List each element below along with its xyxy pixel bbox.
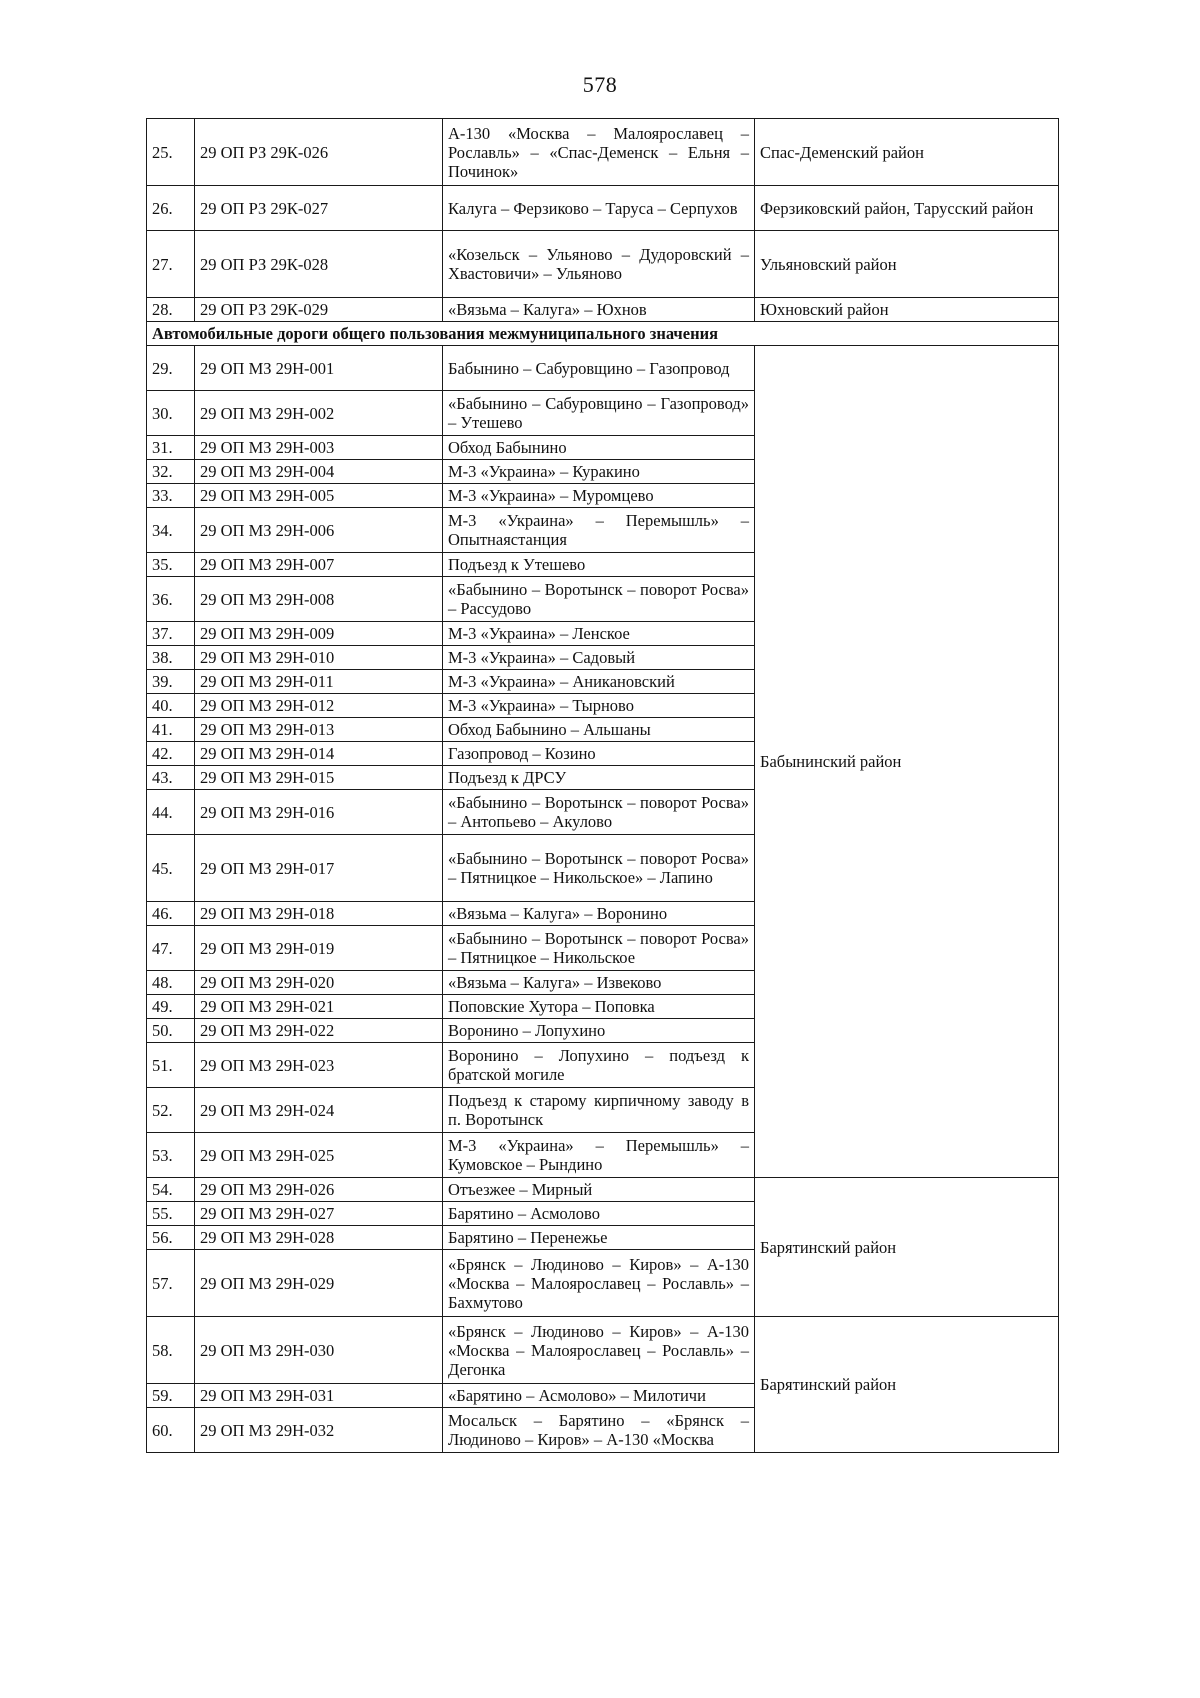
road-code: 29 ОП МЗ 29Н-012 (195, 694, 443, 718)
road-name: «Вязьма – Калуга» – Извеково (443, 971, 755, 995)
row-number: 37. (147, 622, 195, 646)
row-number: 47. (147, 926, 195, 971)
row-number: 43. (147, 766, 195, 790)
road-code: 29 ОП МЗ 29Н-028 (195, 1226, 443, 1250)
road-code: 29 ОП МЗ 29Н-001 (195, 346, 443, 391)
road-name: «Вязьма – Калуга» – Воронино (443, 902, 755, 926)
table-row (147, 231, 1059, 298)
road-code: 29 ОП МЗ 29Н-016 (195, 790, 443, 835)
road-name: Барятино – Перенежье (443, 1226, 755, 1250)
road-name: М-3 «Украина» – Аникановский (443, 670, 755, 694)
district-name: Юхновский район (755, 298, 1059, 322)
row-number: 35. (147, 553, 195, 577)
road-code: 29 ОП МЗ 29Н-005 (195, 484, 443, 508)
district-name: Ферзиковский район, Тарусский район (755, 186, 1059, 231)
row-number: 54. (147, 1178, 195, 1202)
road-code: 29 ОП МЗ 29Н-029 (195, 1250, 443, 1317)
road-code: 29 ОП МЗ 29Н-031 (195, 1384, 443, 1408)
road-code: 29 ОП МЗ 29Н-007 (195, 553, 443, 577)
road-name: «Козельск – Ульяново – Дудоровский – Хвастовичи» – Ульяново (443, 231, 755, 298)
row-number: 38. (147, 646, 195, 670)
row-number: 48. (147, 971, 195, 995)
road-code: 29 ОП МЗ 29Н-024 (195, 1088, 443, 1133)
row-number: 42. (147, 742, 195, 766)
road-code: 29 ОП МЗ 29Н-032 (195, 1408, 443, 1453)
row-number: 52. (147, 1088, 195, 1133)
road-name: А-130 «Москва – Малоярославец – Рославль» – «Спас-Деменск – Ельня – Починок» (443, 119, 755, 186)
road-code: 29 ОП МЗ 29Н-017 (195, 835, 443, 902)
road-code: 29 ОП МЗ 29Н-020 (195, 971, 443, 995)
road-code: 29 ОП МЗ 29Н-027 (195, 1202, 443, 1226)
row-number: 36. (147, 577, 195, 622)
road-name: Бабынино – Сабуровщино – Газопровод (443, 346, 755, 391)
row-number: 26. (147, 186, 195, 231)
road-code: 29 ОП МЗ 29Н-015 (195, 766, 443, 790)
road-name: Подъезд к Утешево (443, 553, 755, 577)
row-number: 55. (147, 1202, 195, 1226)
road-name: М-3 «Украина» – Тырново (443, 694, 755, 718)
section-row (147, 322, 1059, 346)
road-name: М-3 «Украина» – Садовый (443, 646, 755, 670)
roads-table (146, 118, 1059, 1453)
road-code: 29 ОП МЗ 29Н-030 (195, 1317, 443, 1384)
district-name: Барятинский район (755, 1317, 1059, 1453)
road-code: 29 ОП МЗ 29Н-023 (195, 1043, 443, 1088)
road-name: «Брянск – Людиново – Киров» – А-130 «Москва – Малоярославец – Рославль» – Бахмутово (443, 1250, 755, 1317)
road-name: М-3 «Украина» – Перемышль» – Кумовское – Рындино (443, 1133, 755, 1178)
row-number: 27. (147, 231, 195, 298)
road-name: Калуга – Ферзиково – Таруса – Серпухов (443, 186, 755, 231)
road-code: 29 ОП МЗ 29Н-011 (195, 670, 443, 694)
road-code: 29 ОП РЗ 29К-029 (195, 298, 443, 322)
road-code: 29 ОП МЗ 29Н-019 (195, 926, 443, 971)
road-name: «Бабынино – Воротынск – поворот Росва» – Антопьево – Акулово (443, 790, 755, 835)
road-name: Обход Бабынино – Альшаны (443, 718, 755, 742)
row-number: 30. (147, 391, 195, 436)
road-code: 29 ОП МЗ 29Н-014 (195, 742, 443, 766)
row-number: 59. (147, 1384, 195, 1408)
road-code: 29 ОП МЗ 29Н-003 (195, 436, 443, 460)
row-number: 31. (147, 436, 195, 460)
road-name: Обход Бабынино (443, 436, 755, 460)
road-code: 29 ОП МЗ 29Н-002 (195, 391, 443, 436)
road-name: «Вязьма – Калуга» – Юхнов (443, 298, 755, 322)
page-number: 578 (582, 72, 618, 97)
road-name: «Бабынино – Воротынск – поворот Росва» – Рассудово (443, 577, 755, 622)
road-name: Поповские Хутора – Поповка (443, 995, 755, 1019)
road-code: 29 ОП РЗ 29К-027 (195, 186, 443, 231)
road-name: М-3 «Украина» – Муромцево (443, 484, 755, 508)
row-number: 44. (147, 790, 195, 835)
road-name: Воронино – Лопухино (443, 1019, 755, 1043)
road-name: Газопровод – Козино (443, 742, 755, 766)
road-code: 29 ОП МЗ 29Н-008 (195, 577, 443, 622)
road-code: 29 ОП МЗ 29Н-013 (195, 718, 443, 742)
road-code: 29 ОП МЗ 29Н-018 (195, 902, 443, 926)
row-number: 39. (147, 670, 195, 694)
row-number: 56. (147, 1226, 195, 1250)
road-code: 29 ОП РЗ 29К-028 (195, 231, 443, 298)
district-name: Барятинский район (755, 1178, 1059, 1317)
road-code: 29 ОП МЗ 29Н-021 (195, 995, 443, 1019)
row-number: 32. (147, 460, 195, 484)
road-name: М-3 «Украина» – Ленское (443, 622, 755, 646)
row-number: 40. (147, 694, 195, 718)
row-number: 28. (147, 298, 195, 322)
road-name: «Барятино – Асмолово» – Милотичи (443, 1384, 755, 1408)
road-code: 29 ОП МЗ 29Н-010 (195, 646, 443, 670)
road-name: «Брянск – Людиново – Киров» – А-130 «Москва – Малоярославец – Рославль» – Дегонка (443, 1317, 755, 1384)
row-number: 34. (147, 508, 195, 553)
row-number: 46. (147, 902, 195, 926)
district-name: Спас-Деменский район (755, 119, 1059, 186)
road-name: Мосальск – Барятино – «Брянск – Людиново – Киров» – А-130 «Москва (443, 1408, 755, 1453)
row-number: 29. (147, 346, 195, 391)
road-name: «Бабынино – Сабуровщино – Газопровод» – Утешево (443, 391, 755, 436)
row-number: 49. (147, 995, 195, 1019)
road-code: 29 ОП МЗ 29Н-009 (195, 622, 443, 646)
road-name: М-3 «Украина» – Куракино (443, 460, 755, 484)
table-row (147, 119, 1059, 186)
row-number: 50. (147, 1019, 195, 1043)
road-name: М-3 «Украина» – Перемышль» – Опытнаястанция (443, 508, 755, 553)
row-number: 58. (147, 1317, 195, 1384)
road-name: Отъезжее – Мирный (443, 1178, 755, 1202)
table-row (147, 298, 1059, 322)
row-number: 51. (147, 1043, 195, 1088)
row-number: 33. (147, 484, 195, 508)
table-row (147, 1178, 1059, 1202)
row-number: 41. (147, 718, 195, 742)
table-row (147, 186, 1059, 231)
road-code: 29 ОП МЗ 29Н-025 (195, 1133, 443, 1178)
table-row (147, 346, 1059, 391)
road-name: Воронино – Лопухино – подъезд к братской могиле (443, 1043, 755, 1088)
district-name: Бабынинский район (755, 346, 1059, 1178)
road-code: 29 ОП РЗ 29К-026 (195, 119, 443, 186)
road-code: 29 ОП МЗ 29Н-004 (195, 460, 443, 484)
road-name: Подъезд к старому кирпичному заводу в п. Воротынск (443, 1088, 755, 1133)
road-code: 29 ОП МЗ 29Н-026 (195, 1178, 443, 1202)
row-number: 53. (147, 1133, 195, 1178)
table-row (147, 1317, 1059, 1384)
row-number: 57. (147, 1250, 195, 1317)
road-name: «Бабынино – Воротынск – поворот Росва» – Пятницкое – Никольское» – Лапино (443, 835, 755, 902)
section-title: Автомобильные дороги общего пользования межмуниципального значения (147, 322, 1059, 346)
road-name: Подъезд к ДРСУ (443, 766, 755, 790)
row-number: 60. (147, 1408, 195, 1453)
road-code: 29 ОП МЗ 29Н-006 (195, 508, 443, 553)
road-name: «Бабынино – Воротынск – поворот Росва» – Пятницкое – Никольское (443, 926, 755, 971)
district-name: Ульяновский район (755, 231, 1059, 298)
row-number: 25. (147, 119, 195, 186)
road-code: 29 ОП МЗ 29Н-022 (195, 1019, 443, 1043)
row-number: 45. (147, 835, 195, 902)
road-name: Барятино – Асмолово (443, 1202, 755, 1226)
